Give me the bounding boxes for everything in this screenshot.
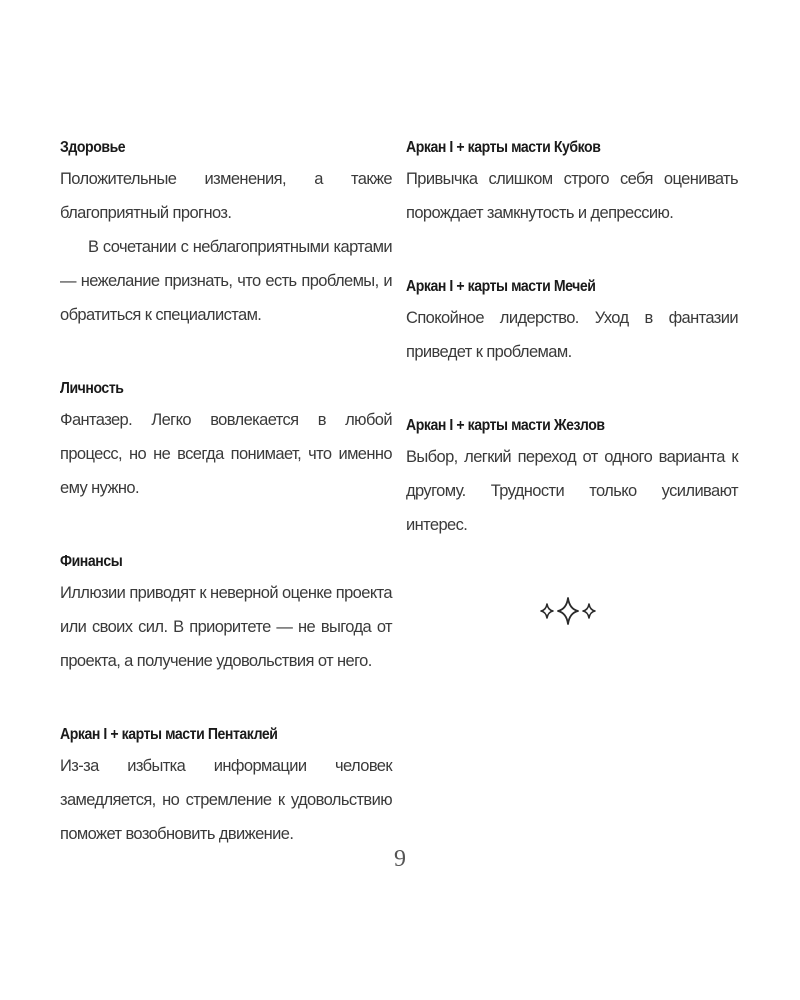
section-heading: Личность — [60, 380, 124, 397]
section-paragraph: В сочетании с неблагоприятными картами — нежелание признать, что есть проблемы, и обратиться к специалистам. — [60, 238, 392, 324]
section-personality — [60, 375, 392, 505]
section-health — [60, 134, 392, 332]
section-pentacles — [60, 721, 392, 851]
section-paragraph: Привычка слишком строго себя оценивать порождает замкнутость и депрессию. — [406, 170, 738, 222]
section-wands — [406, 412, 738, 542]
section-heading: Здоровье — [60, 139, 126, 156]
section-cups — [406, 134, 738, 230]
section-paragraph: Из-за избытка информации человек замедляется, но стремление к удовольствию поможет возобновить движение. — [60, 757, 392, 843]
section-paragraph: Фантазер. Легко вовлекается в любой процесс, но не всегда понимает, что именно ему нужно. — [60, 411, 392, 497]
section-heading: Аркан I + карты масти Жезлов — [406, 417, 605, 434]
section-finance — [60, 548, 392, 678]
section-heading: Аркан I + карты масти Кубков — [406, 139, 601, 156]
section-heading: Аркан I + карты масти Мечей — [406, 278, 596, 295]
section-paragraph: Положительные изменения, а также благоприятный прогноз. — [60, 170, 392, 222]
section-heading: Финансы — [60, 553, 123, 570]
page-number: 9 — [394, 846, 406, 872]
section-paragraph: Спокойное лидерство. Уход в фантазии приведет к проблемам. — [406, 309, 738, 361]
section-paragraph: Иллюзии приводят к неверной оценке проекта или своих сил. В приоритете — не выгода от проекта, а получение удовольствия от него. — [60, 584, 392, 670]
section-swords — [406, 273, 738, 369]
section-paragraph: Выбор, легкий переход от одного варианта к другому. Трудности только усиливают интерес. — [406, 448, 738, 534]
four-point-stars-icon — [538, 596, 598, 626]
section-heading: Аркан I + карты масти Пентаклей — [60, 726, 278, 743]
right-column — [406, 134, 738, 585]
left-column — [60, 134, 392, 894]
